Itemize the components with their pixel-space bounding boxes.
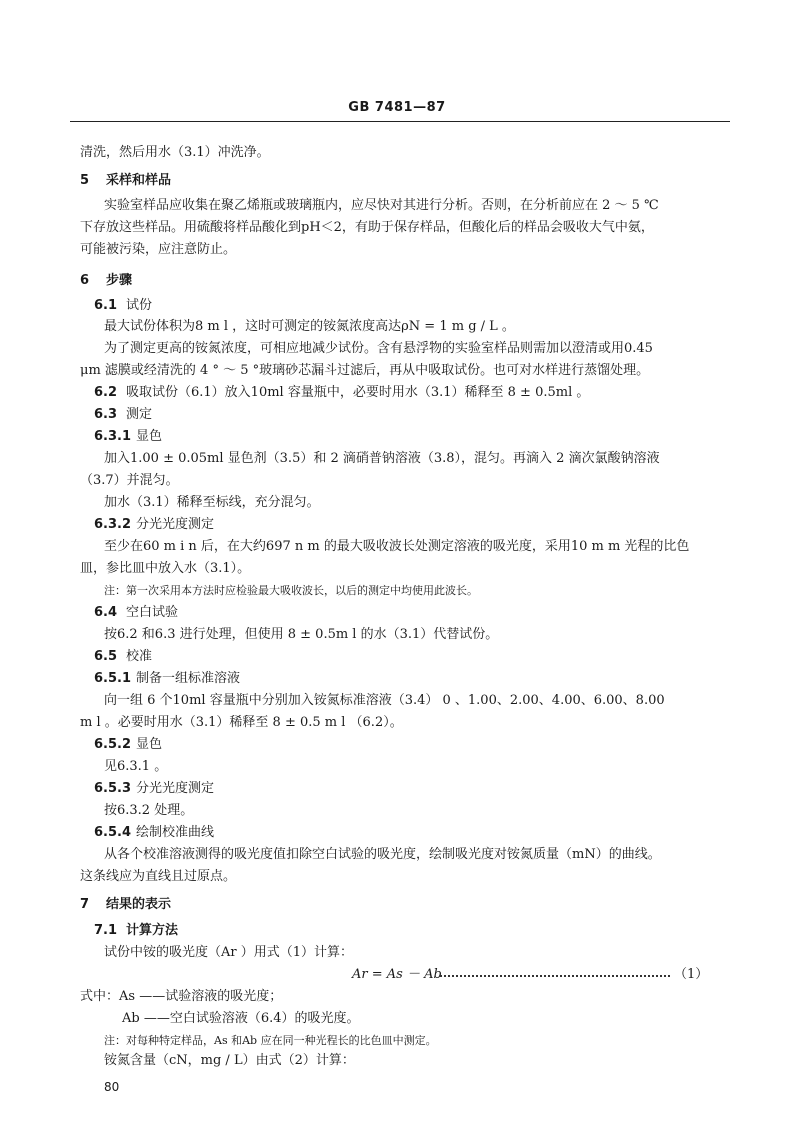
section-title: 采样和样品 xyxy=(106,173,172,188)
paragraph: m l 。必要时用水（3.1）稀释至 8 ± 0.5 m l （6.2）。 xyxy=(80,715,403,730)
section-number: 6.3.1 xyxy=(94,429,132,444)
where-clause: 式中：As ——试验溶液的吸光度； xyxy=(80,989,283,1004)
paragraph: 铵氮含量（cN，mg / L）由式（2）计算： xyxy=(104,1053,355,1068)
subsection-6-3-2-heading xyxy=(94,516,214,534)
subsection-6-5-heading xyxy=(94,648,152,666)
section-title: 校准 xyxy=(126,649,153,664)
paragraph: 按6.3.2 处理。 xyxy=(104,803,194,818)
paragraph: 见6.3.1 。 xyxy=(104,759,168,774)
section-text: 吸取试份（6.1）放入10ml 容量瓶中，必要时用水（3.1）稀释至 8 ± 0.5ml 。 xyxy=(126,385,590,400)
section-title: 制备一组标准溶液 xyxy=(136,671,241,686)
section-number: 6.1 xyxy=(94,298,118,313)
paragraph: 按6.2 和6.3 进行处理，但使用 8 ± 0.5m l 的水（3.1）代替试份。 xyxy=(104,627,499,642)
section-number: 6.5 xyxy=(94,649,118,664)
subsection-6-1-heading xyxy=(94,297,152,315)
note: 注：第一次采用本方法时应检验最大吸收波长，以后的测定中均使用此波长。 xyxy=(104,584,478,597)
paragraph: 加入1.00 ± 0.05ml 显色剂（3.5）和 2 滴硝普钠溶液（3.8），混匀。再滴入 2 滴次氯酸钠溶液 xyxy=(104,451,660,466)
section-5-heading xyxy=(80,172,171,190)
subsection-6-5-2-heading xyxy=(94,736,162,754)
paragraph: 至少在60 m i n 后，在大约697 n m 的最大吸收波长处测定溶液的吸光度，采用10 m m 光程的比色 xyxy=(104,539,690,554)
section-title: 分光光度测定 xyxy=(136,517,215,532)
section-number: 5 xyxy=(80,173,90,188)
section-title: 显色 xyxy=(136,429,163,444)
header-rule xyxy=(70,121,730,122)
paragraph: 试份中铵的吸光度（Ar ）用式（1）计算： xyxy=(104,945,354,960)
paragraph: 这条线应为直线且过原点。 xyxy=(80,869,237,884)
section-title: 显色 xyxy=(136,737,163,752)
paragraph: 皿，参比皿中放入水（3.1）。 xyxy=(80,561,251,576)
formula-number: （1） xyxy=(674,967,709,982)
section-7-heading xyxy=(80,896,171,914)
section-number: 6.5.1 xyxy=(94,671,132,686)
paragraph: 最大试份体积为8 m l ，这时可测定的铵氮浓度高达ρN = 1 m g / L 。 xyxy=(104,319,515,334)
section-title: 绘制校准曲线 xyxy=(136,825,215,840)
section-number: 6.3 xyxy=(94,407,118,422)
paragraph: 可能被污染，应注意防止。 xyxy=(80,242,237,257)
section-title: 计算方法 xyxy=(126,923,179,938)
subsection-6-5-4-heading xyxy=(94,824,214,842)
section-number: 6.5.3 xyxy=(94,781,132,796)
section-number: 7 xyxy=(80,897,90,912)
paragraph: 向一组 6 个10ml 容量瓶中分别加入铵氮标准溶液（3.4） 0 、1.00、2.00、4.00、6.00、8.00 xyxy=(104,693,665,708)
paragraph: 从各个校准溶液测得的吸光度值扣除空白试验的吸光度，绘制吸光度对铵氮质量（mN）的曲线。 xyxy=(104,847,661,862)
paragraph: 加水（3.1）稀释至标线，充分混匀。 xyxy=(104,495,320,510)
subsection-7-1-heading xyxy=(94,922,178,940)
formula-1: Ar = As － Ab xyxy=(352,967,442,982)
paragraph: （3.7）并混匀。 xyxy=(80,473,179,488)
paragraph: 实验室样品应收集在聚乙烯瓶或玻璃瓶内，应尽快对其进行分析。否则，在分析前应在 2 ～ 5 ℃ xyxy=(104,198,659,213)
section-title: 分光光度测定 xyxy=(136,781,215,796)
paragraph: 为了测定更高的铵氮浓度，可相应地减少试份。含有悬浮物的实验室样品则需加以澄清或用0.45 xyxy=(104,341,653,356)
section-number: 7.1 xyxy=(94,923,118,938)
paragraph-continuation: 清洗，然后用水（3.1）冲洗净。 xyxy=(80,145,270,160)
section-number: 6.2 xyxy=(94,385,118,400)
section-number: 6.5.2 xyxy=(94,737,132,752)
section-number: 6 xyxy=(80,273,90,288)
page-number: 80 xyxy=(104,1080,120,1094)
section-number: 6.3.2 xyxy=(94,517,132,532)
subsection-6-3-1-heading xyxy=(94,428,162,446)
paragraph: μm 滤膜或经清洗的 4 ° ～ 5 °玻璃砂芯漏斗过滤后，再从中吸取试份。也可对水样进行蒸馏处理。 xyxy=(80,363,650,378)
section-title: 步骤 xyxy=(106,273,133,288)
note: 注：对每种特定样品，As 和Ab 应在同一种光程长的比色皿中测定。 xyxy=(104,1034,437,1047)
section-title: 测定 xyxy=(126,407,153,422)
subsection-6-5-1-heading xyxy=(94,670,240,688)
subsection-6-2 xyxy=(94,384,589,402)
paragraph: 下存放这些样品。用硫酸将样品酸化到pH＜2，有助于保存样品，但酸化后的样品会吸收大气中氨， xyxy=(80,220,654,235)
section-number: 6.4 xyxy=(94,605,118,620)
section-title: 空白试验 xyxy=(126,605,179,620)
section-number: 6.5.4 xyxy=(94,825,132,840)
formula-leader-dots xyxy=(440,975,670,977)
section-title: 结果的表示 xyxy=(106,897,172,912)
section-title: 试份 xyxy=(126,298,153,313)
subsection-6-3-heading xyxy=(94,406,152,424)
page-header: GB 7481—87 xyxy=(348,100,446,115)
where-clause: Ab ——空白试验溶液（6.4）的吸光度。 xyxy=(122,1011,360,1026)
subsection-6-4-heading xyxy=(94,604,178,622)
subsection-6-5-3-heading xyxy=(94,780,214,798)
section-6-heading xyxy=(80,272,132,290)
